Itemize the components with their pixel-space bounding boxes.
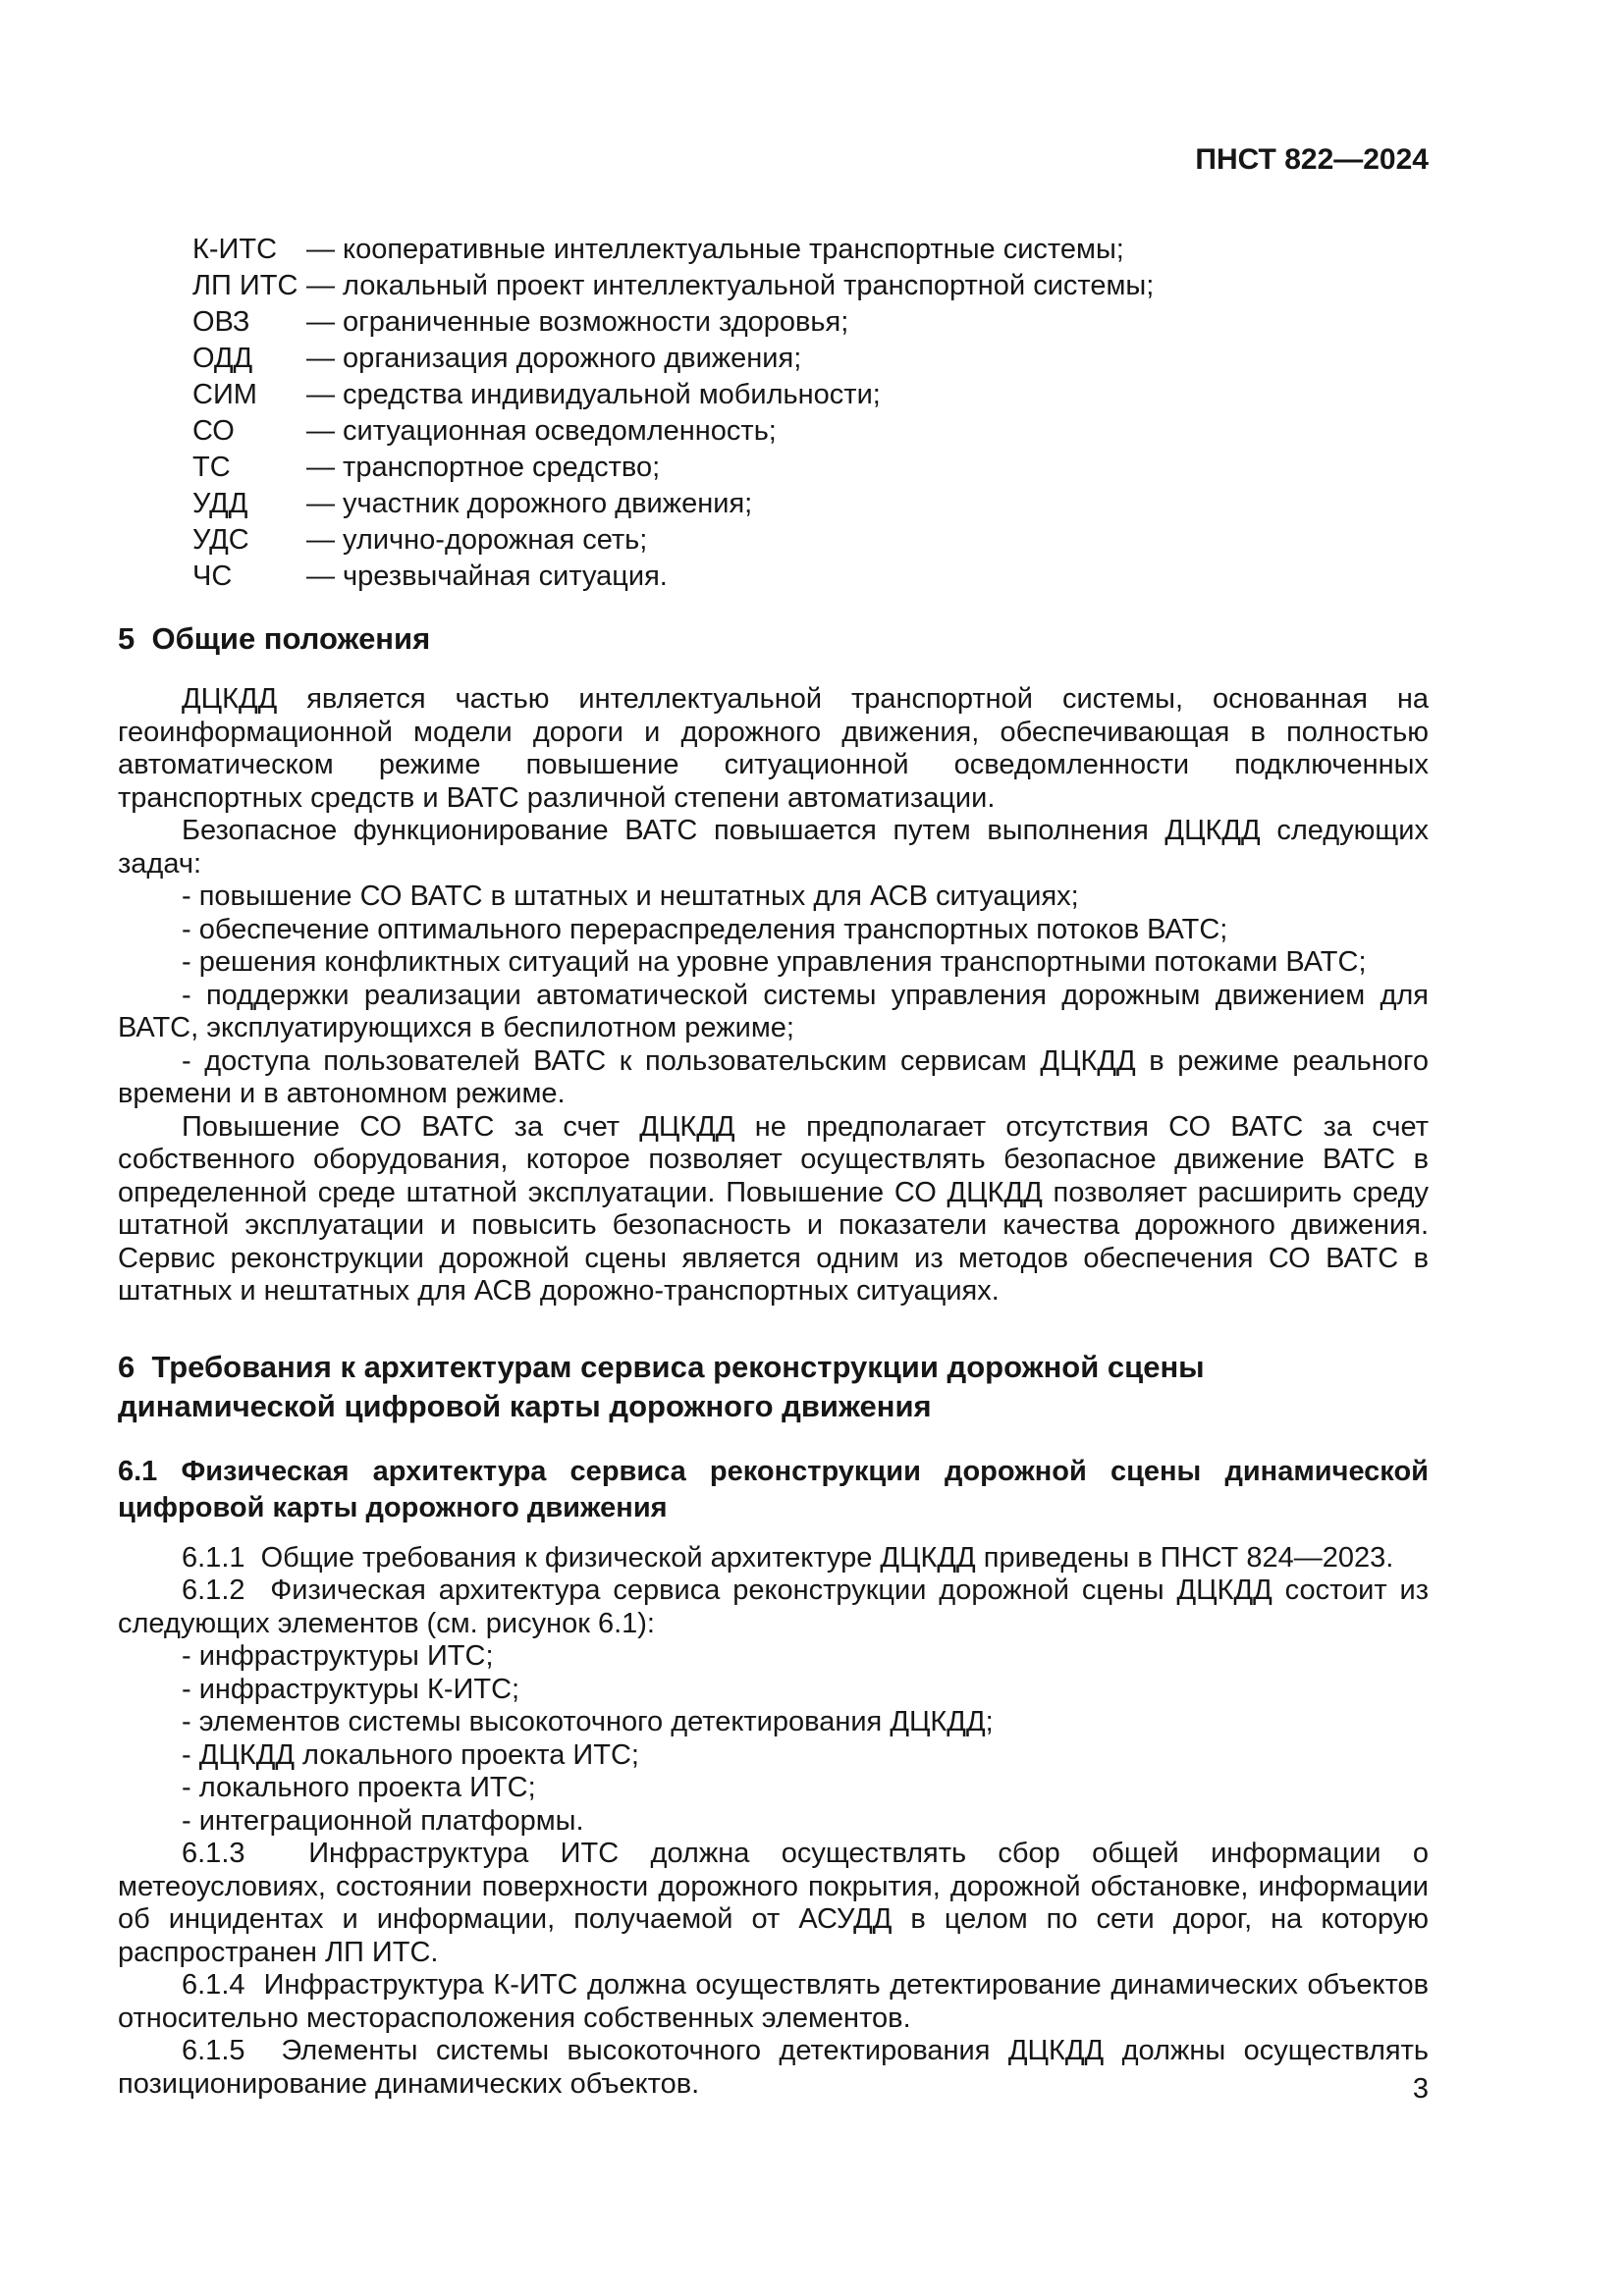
clause-6-1-5: 6.1.5 Элементы системы высокоточного детектирования ДЦКДД должны осуществлять позиционирование динамических объектов. [118,2035,1429,2100]
abbreviation-term: ОДД [192,343,253,374]
abbreviation-row [192,486,1429,522]
abbreviation-row [192,341,1429,377]
abbreviation-row [192,559,1429,595]
document-code-header: ПНСТ 822—2024 [1195,143,1429,176]
section-5-heading: 5 Общие положения [118,621,431,656]
clause-6-1-4: 6.1.4 Инфраструктура К-ИТС должна осуществлять детектирование динамических объектов относительно месторасположения собственных элементов. [118,1969,1429,2034]
section-5-task-item: - повышение СО ВАТС в штатных и нештатных для АСВ ситуациях; [182,881,1079,912]
abbreviation-definition: — чрезвычайная ситуация. [306,561,668,592]
abbreviation-row [192,232,1429,268]
abbreviation-row [192,450,1429,486]
page-number: 3 [1412,2073,1429,2105]
clause-6-1-3: 6.1.3 Инфраструктура ИТС должна осуществлять сбор общей информации о метеоусловиях, состоянии поверхности дорожного покрытия, дорожной обстановке, информации об инцидентах и информации, получаемой от АСУДД в целом по сети дорог, на которую распространен ЛП ИТС. [118,1838,1429,1968]
abbreviation-term: СО [192,415,235,447]
abbreviation-row [192,413,1429,450]
abbreviation-term: ЛП ИТС [192,270,298,301]
abbreviation-definition: — кооперативные интеллектуальные транспортные системы; [306,234,1124,265]
abbreviation-list [118,232,1429,595]
abbreviation-definition: — организация дорожного движения; [306,343,802,374]
abbreviation-term: ЧС [192,561,233,592]
section-5-task-item: - доступа пользователей ВАТС к пользовательским сервисам ДЦКДД в режиме реального времени и в автономном режиме. [118,1044,1429,1109]
abbreviation-term: ТС [192,452,231,483]
section-5-task-item: - обеспечение оптимального перераспределения транспортных потоков ВАТС; [182,913,1228,945]
clause-6-1-2-element: - инфраструктуры ИТС; [182,1640,494,1672]
abbreviation-definition: — средства индивидуальной мобильности; [306,379,881,410]
abbreviation-term: УДС [192,524,249,556]
abbreviation-row [192,304,1429,341]
abbreviation-definition: — улично-дорожная сеть; [306,524,648,556]
abbreviation-row [192,377,1429,413]
clause-6-1-2-element: - элементов системы высокоточного детектирования ДЦКДД; [182,1706,994,1737]
section-5-paragraph-1: ДЦКДД является частью интеллектуальной транспортной системы, основанная на геоинформационной модели дороги и дорожного движения, обеспечивающая в полностью автоматическом режиме повышение ситуационной осведомленности подключенных транспортных средств и ВАТС различной степени автоматизации. [118,683,1429,814]
clause-6-1-2-element: - интеграционной платформы. [182,1804,584,1837]
clause-6-1-2-intro: 6.1.2 Физическая архитектура сервиса реконструкции дорожной сцены ДЦКДД состоит из следующих элементов (см. рисунок 6.1): [118,1575,1429,1639]
section-6-1-heading: 6.1 Физическая архитектура сервиса реконструкции дорожной сцены динамической цифровой карты дорожного движения [118,1455,1429,1523]
section-6-heading: 6 Требования к архитектурам сервиса реконструкции дорожной сцены динамической цифровой карты дорожного движения [118,1349,1205,1423]
clause-6-1-2-element: - ДЦКДД локального проекта ИТС; [182,1738,639,1771]
clause-6-1-1: 6.1.1 Общие требования к физической архитектуре ДЦКДД приведены в ПНСТ 824—2023. [182,1541,1394,1574]
abbreviation-term: УДД [192,488,248,519]
abbreviation-definition: — участник дорожного движения; [306,488,753,519]
section-5-paragraph-3: Повышение СО ВАТС за счет ДЦКДД не предполагает отсутствия СО ВАТС за счет собственного оборудования, которое позволяет осуществлять безопасное движение ВАТС в определенной среде штатной эксплуатации. Повышение СО ДЦКДД позволяет расширить среду штатной эксплуатации и повысить безопасность и показатели качества дорожного движения. Сервис реконструкции дорожной сцены является одним из методов обеспечения СО ВАТС в штатных и нештатных для АСВ дорожно-транспортных ситуациях. [118,1110,1429,1307]
abbreviation-row [192,268,1429,304]
abbreviation-definition: — ограниченные возможности здоровья; [306,306,849,338]
abbreviation-row [192,522,1429,559]
abbreviation-term: К-ИТС [192,234,278,265]
section-5-task-item: - поддержки реализации автоматической системы управления дорожным движением для ВАТС, эксплуатирующихся в беспилотном режиме; [118,979,1429,1043]
section-5-task-item: - решения конфликтных ситуаций на уровне управления транспортными потоками ВАТС; [182,946,1367,978]
section-5-paragraph-2-intro: Безопасное функционирование ВАТС повышается путем выполнения ДЦКДД следующих задач: [118,815,1429,880]
abbreviation-definition: — локальный проект интеллектуальной транспортной системы; [306,270,1155,301]
abbreviation-term: ОВЗ [192,306,250,338]
abbreviation-definition: — ситуационная осведомленность; [306,415,777,447]
abbreviation-term: СИМ [192,379,257,410]
clause-6-1-2-element: - локального проекта ИТС; [182,1772,536,1803]
clause-6-1-2-element: - инфраструктуры К-ИТС; [182,1673,520,1705]
abbreviation-definition: — транспортное средство; [306,452,661,483]
